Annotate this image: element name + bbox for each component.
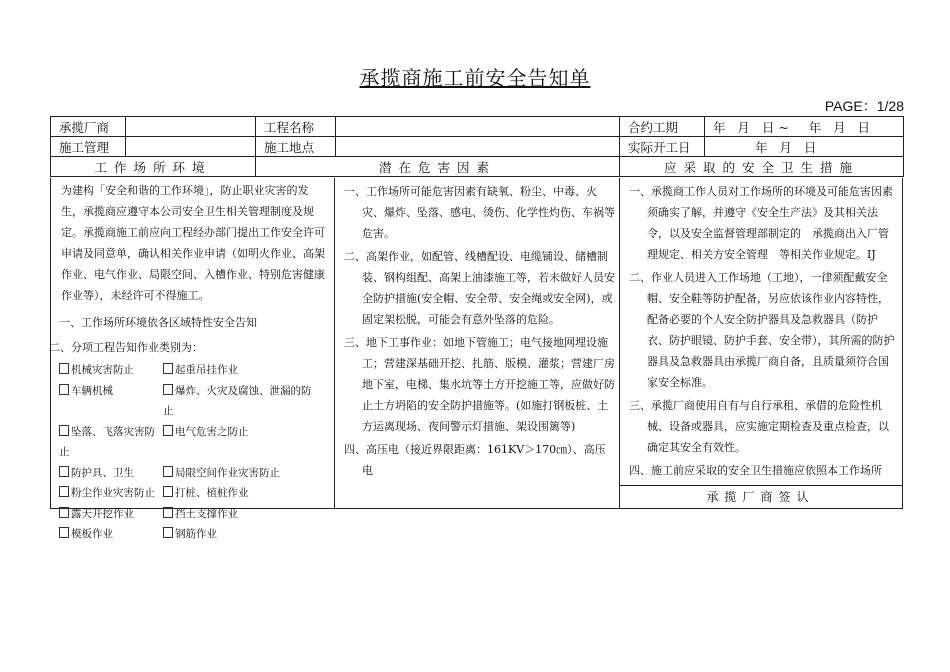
hazard-item: 二、高架作业，如配管、线槽配设、电缆铺设、储槽制装、钢构组配、高架上油漆施工等，若未做好人员安全防护措施(安全帽、安全带、安全绳或安全网)，或固定架松脱，可能会有意外坠落的危险。	[344, 250, 615, 326]
measure-item: 二、作业人员进入工作场地（工地），一律须配戴安全帽、安全鞋等防护配备，另应依该作业内容特性，配备必要的个人安全防护器具及急救器具（防护衣、防护眼镜、防护手套、安全带），其所需的防护器具及急救器具由承揽厂商自备，且质量须符合国家安全标准。	[629, 271, 895, 389]
checkbox-icon[interactable]	[163, 425, 173, 436]
hazard-item: 四、高压电（接近界限距离：161KV＞170㎝）、高压电	[344, 443, 606, 477]
work-category-label: 露天开挖作业	[71, 507, 134, 520]
actual-start-label: 实际开工日	[620, 137, 705, 157]
page-number: PAGE：1/28	[824, 98, 904, 114]
work-category-label: 粉尘作业灾害防止	[71, 487, 155, 499]
work-category-label: 车辆机械	[71, 384, 113, 397]
work-category-label: 爆炸、火灾及腐蚀、泄漏的防止	[163, 384, 312, 417]
section-hazard-heading: 潜在危害因素	[256, 157, 620, 177]
work-category-item[interactable]	[59, 422, 163, 463]
site-label: 施工地点	[256, 137, 336, 157]
construction-mgmt-label: 施工管理	[51, 137, 126, 157]
contractor-label: 承揽厂商	[51, 117, 126, 137]
checkbox-icon[interactable]	[163, 507, 173, 518]
work-category-item[interactable]	[59, 463, 163, 484]
work-category-label: 坠落、飞落灾害防止	[59, 425, 155, 458]
hazard-item: 一、工作场所可能危害因素有缺氧、粉尘、中毒、火灾、爆炸、坠落、感电、烫伤、化学性灼伤、车祸等危害。	[344, 185, 615, 240]
checkbox-icon[interactable]	[163, 384, 173, 395]
checkbox-icon[interactable]	[59, 486, 69, 497]
work-category-item[interactable]	[163, 483, 313, 504]
construction-mgmt-field[interactable]	[126, 137, 256, 157]
work-category-label: 起重吊挂作业	[175, 364, 238, 376]
checkbox-icon[interactable]	[163, 363, 173, 374]
project-name-field[interactable]	[336, 117, 620, 137]
hazard-column	[334, 178, 620, 509]
work-category-item[interactable]	[59, 504, 163, 525]
section-measures-heading: 应采取的安全卫生措施	[620, 157, 904, 177]
work-category-item[interactable]	[163, 360, 313, 381]
work-category-item[interactable]	[59, 483, 163, 504]
work-category-list	[59, 360, 334, 545]
work-category-label: 挡土支撑作业	[175, 507, 238, 520]
work-category-item[interactable]	[163, 422, 313, 463]
work-category-label: 防护具、卫生	[71, 466, 134, 479]
work-category-item[interactable]	[163, 463, 313, 484]
checkbox-icon[interactable]	[59, 507, 69, 518]
work-category-label: 打桩、植桩作业	[175, 487, 249, 499]
env-section-2: 二、分项工程告知作业类别为：	[49, 341, 203, 354]
work-category-item[interactable]	[59, 524, 163, 545]
checkbox-icon[interactable]	[59, 527, 69, 538]
work-category-label: 机械灾害防止	[71, 364, 134, 376]
work-category-item[interactable]	[163, 381, 313, 422]
header-table	[50, 116, 904, 177]
contract-period-field[interactable]: 年 月 日 ~ 年 月 日	[705, 117, 904, 137]
page-title: 承揽商施工前安全告知单	[359, 66, 591, 90]
checkbox-icon[interactable]	[59, 384, 69, 395]
checkbox-icon[interactable]	[163, 486, 173, 497]
checkbox-icon[interactable]	[59, 363, 69, 374]
contractor-signature-label[interactable]: 承揽厂商签认	[619, 485, 902, 508]
env-intro: 为建构「安全和谐的工作环境」，防止职业灾害的发生，承揽商应遵守本公司安全卫生相关管理制度及规定。承揽商施工前应向工程经办部门提出工作安全许可申请及同意单，确认相关作业申请（如明火作业、高架作业、电气作业、局限空间、入槽作业、特别危害健康作业等），未经许可不得施工。	[61, 184, 325, 302]
checkbox-icon[interactable]	[59, 466, 69, 477]
project-name-label: 工程名称	[256, 117, 336, 137]
work-category-label: 模板作业	[71, 528, 113, 540]
work-category-item[interactable]	[59, 381, 163, 422]
measure-item: 四、施工前应采取的安全卫生措施应依照本工作场所	[629, 464, 882, 477]
work-category-label: 钢筋作业	[175, 528, 217, 540]
env-column	[49, 178, 335, 540]
work-category-item[interactable]	[163, 524, 313, 545]
measure-item: 一、承揽商工作人员对工作场所的环境及可能危害因素须确实了解，并遵守《安全生产法》及其相关法令，以及安全监督管理部制定的 承揽商出入厂管理规定、相关方安全管理 等相关作业规定。IJ	[629, 185, 893, 261]
section-env-heading: 工作场所环境	[51, 157, 256, 177]
work-category-label: 局限空间作业灾害防止	[175, 466, 280, 479]
checkbox-icon[interactable]	[59, 425, 69, 436]
work-category-item[interactable]	[163, 504, 313, 525]
measure-item: 三、承揽厂商使用自有与自行承租、承借的危险性机械、设备或器具，应实施定期检查及重点检查，以确定其安全有效性。	[629, 399, 889, 454]
work-category-item[interactable]	[59, 360, 163, 381]
work-category-label: 电气危害之防止	[175, 425, 249, 438]
hazard-item: 三、地下工事作业：如地下管施工；电气接地网埋设施工；营建深基础开挖、扎筋、版模、灌浆；营建厂房地下室，电梯、集水坑等土方开挖施工等，应做好防止土方坍陷的安全防护措施等。(如施打钢板桩、土方运离现场、夜间警示灯措施、架设围篱等)	[344, 336, 615, 433]
checkbox-icon[interactable]	[163, 466, 173, 477]
contract-period-label: 合约工期	[620, 117, 705, 137]
actual-start-field[interactable]: 年 月 日	[705, 137, 904, 157]
env-section-1: 一、工作场所环境依各区域特性安全告知	[59, 316, 257, 329]
measures-column	[619, 178, 903, 509]
checkbox-icon[interactable]	[163, 527, 173, 538]
contractor-field[interactable]	[126, 117, 256, 137]
site-field[interactable]	[336, 137, 620, 157]
